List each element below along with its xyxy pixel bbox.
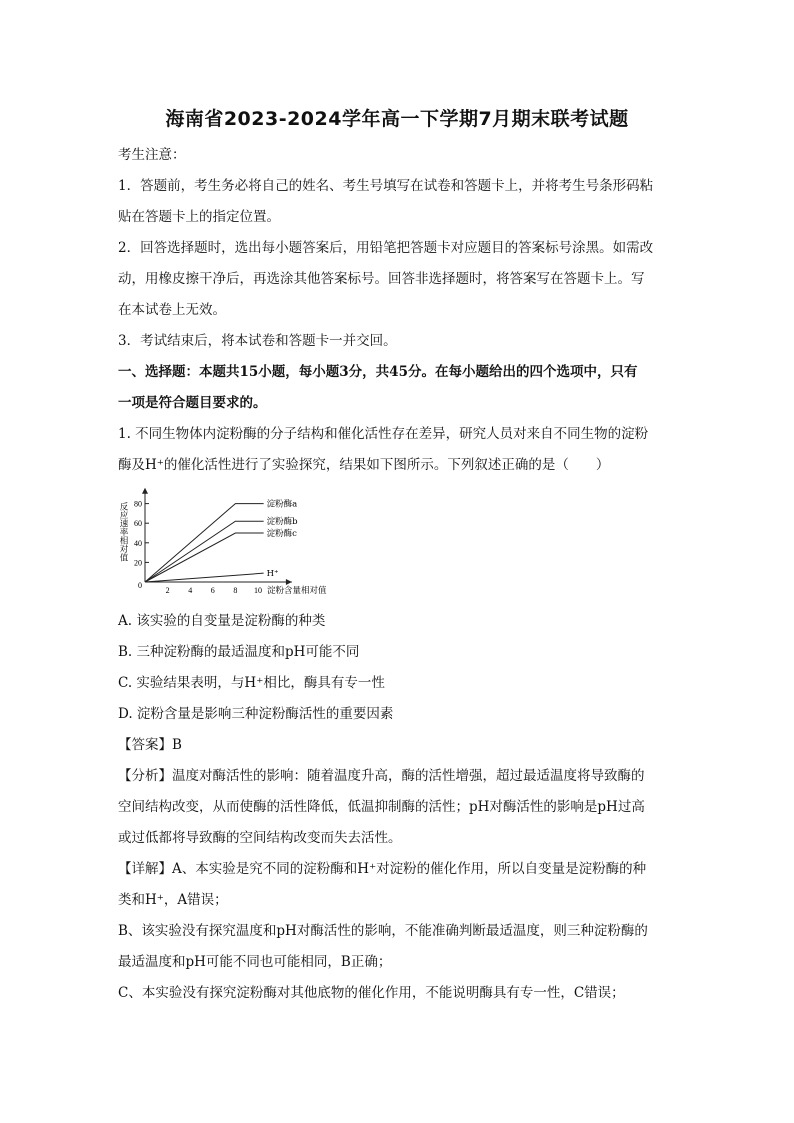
notice-line: 贴在答题卡上的指定位置。 — [118, 209, 280, 225]
y-tick-label: 20 — [134, 558, 142, 568]
x-tick-label: 8 — [233, 586, 238, 595]
explanation-line: C、本实验没有探究淀粉酶对其他底物的催化作用，不能说明酶具有专一性，C错误； — [118, 985, 625, 1001]
notice-line: 2．回答选择题时，选出每小题答案后，用铅笔把答题卡对应题目的答案标号涂黑。如需改 — [118, 240, 654, 256]
explanation-line: B、该实验没有探究温度和pH对酶活性的影响，不能准确判断最适温度，则三种淀粉酶的 — [118, 923, 648, 939]
y-tick-label: 80 — [134, 499, 142, 509]
explanation-line: 【详解】A、本实验是究不同的淀粉酶和H⁺对淀粉的催化作用，所以自变量是淀粉酶的种 — [118, 861, 647, 877]
explanation-line: 类和H⁺，A错误； — [118, 892, 228, 908]
notice-heading: 考生注意： — [118, 147, 186, 163]
series-line — [145, 573, 264, 582]
series-label: 淀粉酶b — [266, 517, 298, 528]
y-tick-label: 60 — [134, 519, 142, 529]
x-tick-label: 4 — [188, 586, 193, 595]
x-axis-label: 淀粉含量相对值 — [267, 586, 327, 596]
x-axis-arrow — [286, 579, 292, 585]
page-title: 海南省2023-2024学年高一下学期7月期末联考试题 — [165, 108, 629, 130]
series-label: H⁺ — [266, 569, 279, 580]
explanation-line: 最适温度和pH可能不同也可能相同，B正确； — [118, 954, 392, 970]
enzyme-activity-chart — [115, 484, 360, 602]
section-heading: 一项是符合题目要求的。 — [118, 395, 267, 411]
notice-line: 1．答题前，考生务必将自己的姓名、考生号填写在试卷和答题卡上，并将考生号条形码粘 — [118, 178, 654, 194]
x-tick-label: 2 — [165, 586, 170, 595]
answer-line: 【答案】B — [118, 737, 182, 753]
option-a: A. 该实验的自变量是淀粉酶的种类 — [118, 613, 326, 629]
series-label: 淀粉酶a — [266, 499, 298, 510]
analysis-line: 空间结构改变，从而使酶的活性降低，低温抑制酶的活性；pH对酶活性的影响是pH过高 — [118, 799, 645, 815]
question-stem: 酶及H⁺的催化活性进行了实验探究，结果如下图所示。下列叙述正确的是（ ） — [118, 457, 610, 473]
analysis-line: 或过低都将导致酶的空间结构改变而失去活性。 — [118, 830, 402, 846]
y-axis-arrow — [142, 488, 148, 494]
option-c: C. 实验结果表明，与H⁺相比，酶具有专一性 — [118, 675, 385, 691]
y-axis-label: 反应速率相对值 — [118, 502, 128, 562]
x-tick-label: 10 — [254, 586, 262, 595]
analysis-line: 【分析】温度对酶活性的影响：随着温度升高，酶的活性增强，超过最适温度将导致酶的 — [118, 768, 645, 784]
option-b: B. 三种淀粉酶的最适温度和pH可能不同 — [118, 644, 360, 660]
question-stem: 1. 不同生物体内淀粉酶的分子结构和催化活性存在差异，研究人员对来自不同生物的淀粉 — [118, 426, 649, 442]
x-tick-label: 6 — [210, 586, 215, 595]
series-label: 淀粉酶c — [266, 529, 297, 539]
option-d: D. 淀粉含量是影响三种淀粉酶活性的重要因素 — [118, 706, 394, 722]
origin-label: 0 — [138, 581, 142, 590]
notice-line: 在本试卷上无效。 — [118, 302, 226, 318]
notice-line: 3．考试结束后，将本试卷和答题卡一并交回。 — [118, 333, 397, 349]
section-heading: 一、选择题：本题共15小题，每小题3分，共45分。在每小题给出的四个选项中，只有 — [118, 364, 638, 380]
y-tick-label: 40 — [134, 538, 142, 548]
notice-line: 动，用橡皮擦干净后，再选涂其他答案标号。回答非选择题时，将答案写在答题卡上。写 — [118, 271, 645, 287]
